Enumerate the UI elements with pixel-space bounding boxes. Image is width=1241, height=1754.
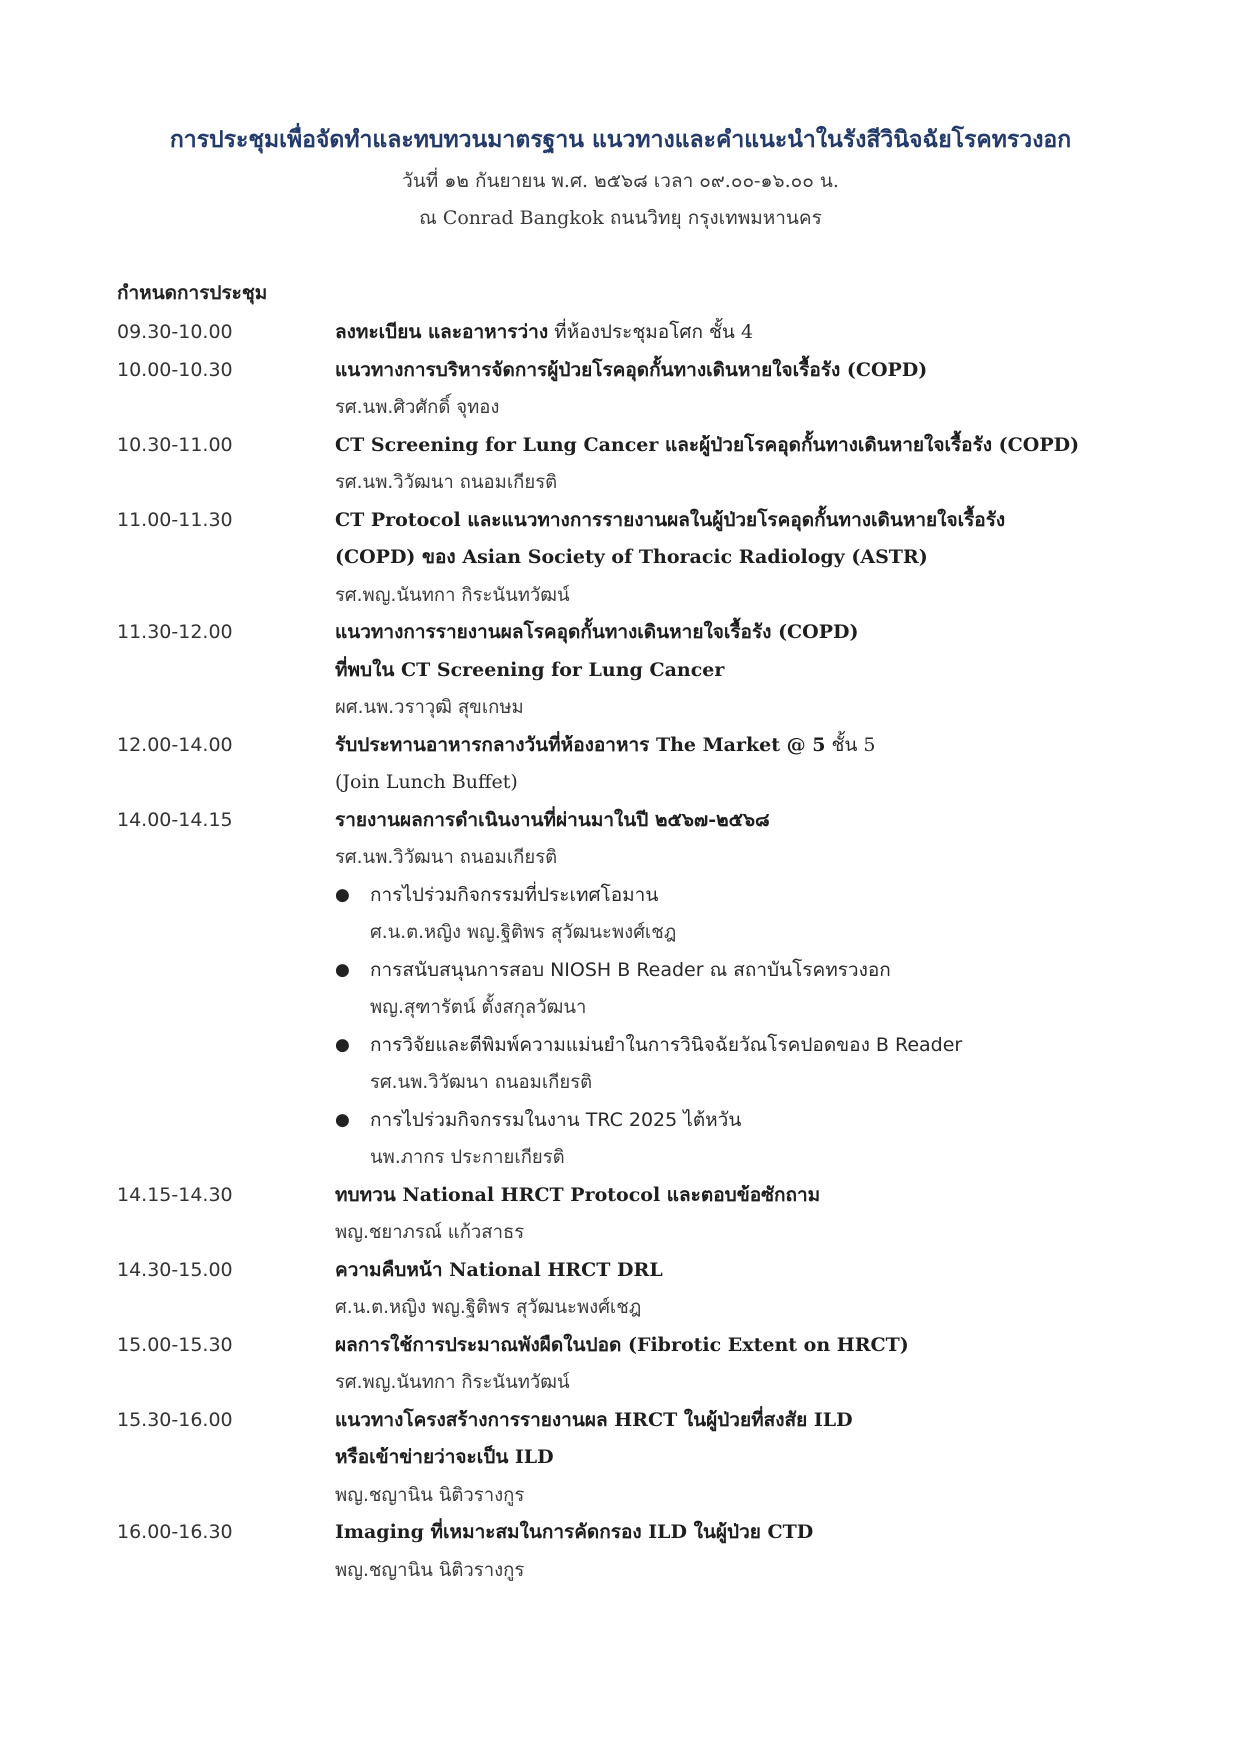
session-time: 14.15-14.30 xyxy=(117,1183,233,1206)
session-body xyxy=(335,1402,1137,1515)
schedule-row xyxy=(117,1252,1137,1327)
session-topic-line1: แนวทางการรายงานผลโรคอุดกั้นทางเดินหายใจเรื้อรัง (COPD) xyxy=(335,621,859,643)
session-topic-line2: ที่พบใน CT Screening for Lung Cancer xyxy=(335,658,725,681)
session-body xyxy=(335,1252,1137,1327)
session-topic: ความคืบหน้า National HRCT DRL xyxy=(335,1258,663,1281)
bullet-speaker: ศ.น.ต.หญิง พญ.ฐิติพร สุวัฒนะพงศ์เชฎ xyxy=(370,922,677,943)
session-body xyxy=(335,1327,1137,1402)
schedule-row xyxy=(117,1402,1137,1515)
session-speaker: รศ.นพ.วิวัฒนา ถนอมเกียรติ xyxy=(335,847,558,868)
session-note: (Join Lunch Buffet) xyxy=(335,771,518,793)
session-topic-line2: หรือเข้าข่ายว่าจะเป็น ILD xyxy=(335,1446,554,1468)
session-body xyxy=(335,727,1137,802)
schedule-table xyxy=(117,314,1137,1589)
session-body xyxy=(335,314,1137,352)
bullet-text: การสนับสนุนการสอบ NIOSH B Reader ณ สถาบันโรคทรวงอก xyxy=(370,958,891,981)
session-body xyxy=(335,502,1137,615)
session-time: 09.30-10.00 xyxy=(117,321,233,343)
session-body xyxy=(335,1177,1137,1252)
session-time: 16.00-16.30 xyxy=(117,1521,233,1543)
schedule-row xyxy=(117,1514,1137,1589)
session-topic xyxy=(335,314,1137,352)
bullet-dot-icon: ● xyxy=(335,884,350,905)
bullet-dot-icon: ● xyxy=(335,959,350,980)
topic-location-text: ชั้น 5 xyxy=(825,733,876,756)
session-speaker: ศ.น.ต.หญิง พญ.ฐิติพร สุวัฒนะพงศ์เชฎ xyxy=(335,1297,642,1318)
session-topic: แนวทางการบริหารจัดการผู้ป่วยโรคอุดกั้นทางเดินหายใจเรื้อรัง (COPD) xyxy=(335,358,928,381)
session-time: 14.30-15.00 xyxy=(117,1258,233,1281)
session-time: 12.00-14.00 xyxy=(117,733,233,756)
session-topic: ทบทวน National HRCT Protocol และตอบข้อซักถาม xyxy=(335,1183,821,1206)
schedule-row xyxy=(117,502,1137,615)
venue-line: ณ Conrad Bangkok ถนนวิทยุ กรุงเทพมหานคร xyxy=(419,207,822,229)
topic-bold-text: ลงทะเบียน และอาหารว่าง xyxy=(335,321,549,343)
session-speaker: พญ.ชยาภรณ์ แก้วสาธร xyxy=(335,1222,525,1243)
schedule-row xyxy=(117,427,1137,502)
session-speaker: รศ.นพ.วิวัฒนา ถนอมเกียรติ xyxy=(335,472,558,493)
session-time: 15.30-16.00 xyxy=(117,1408,233,1431)
schedule-row xyxy=(117,352,1137,427)
schedule-row xyxy=(117,614,1137,727)
bullet-text: การไปร่วมกิจกรรมในงาน TRC 2025 ไต้หวัน xyxy=(370,1108,742,1131)
topic-bold-text: รับประทานอาหารกลางวันที่ห้องอาหาร The Market @ 5 xyxy=(335,733,826,756)
session-body xyxy=(335,1514,1137,1589)
date-time-line: วันที่ ๑๒ กันยายน พ.ศ. ๒๕๖๘ เวลา ๐๙.๐๐-๑๖.๐๐ น. xyxy=(402,170,839,192)
session-speaker: รศ.นพ.ศิวศักดิ์ จุทอง xyxy=(335,397,500,418)
bullet-dot-icon: ● xyxy=(335,1034,350,1055)
session-topic-line1: CT Protocol และแนวทางการรายงานผลในผู้ป่วยโรคอุดกั้นทางเดินหายใจเรื้อรัง xyxy=(335,508,1006,531)
bullet-text: การไปร่วมกิจกรรมที่ประเทศโอมาน xyxy=(370,883,659,906)
session-topic-line2: (COPD) ของ Asian Society of Thoracic Radiology (ASTR) xyxy=(335,546,928,568)
bullet-item xyxy=(335,877,1137,952)
session-speaker: พญ.ชญานิน นิติวรางกูร xyxy=(335,1559,525,1581)
bullet-speaker: รศ.นพ.วิวัฒนา ถนอมเกียรติ xyxy=(370,1072,593,1093)
session-speaker: รศ.พญ.นันทกา กิระนันทวัฒน์ xyxy=(335,1372,570,1393)
session-topic: ผลการใช้การประมาณพังผืดในปอด (Fibrotic Extent on HRCT) xyxy=(335,1333,909,1356)
session-speaker: รศ.พญ.นันทกา กิระนันทวัฒน์ xyxy=(335,584,570,606)
session-time: 15.00-15.30 xyxy=(117,1333,233,1356)
session-body xyxy=(335,352,1137,427)
session-topic xyxy=(335,727,1137,765)
bullet-item xyxy=(335,1102,1137,1177)
session-body xyxy=(335,427,1137,502)
session-body xyxy=(335,802,1137,1177)
bullet-dot-icon: ● xyxy=(335,1109,350,1130)
topic-location-text: ที่ห้องประชุมอโศก ชั้น 4 xyxy=(548,321,754,343)
bullet-speaker: พญ.สุฑารัตน์ ตั้งสกุลวัฒนา xyxy=(370,997,587,1018)
schedule-row xyxy=(117,802,1137,1177)
session-body xyxy=(335,614,1137,727)
schedule-row xyxy=(117,727,1137,802)
bullet-item xyxy=(335,952,1137,1027)
session-time: 10.30-11.00 xyxy=(117,433,233,456)
bullet-text: การวิจัยและตีพิมพ์ความแม่นยำในการวินิจฉัยวัณโรคปอดของ B Reader xyxy=(370,1033,963,1056)
session-topic: Imaging ที่เหมาะสมในการคัดกรอง ILD ในผู้ป่วย CTD xyxy=(335,1521,814,1543)
schedule-row xyxy=(117,314,1137,352)
session-topic: รายงานผลการดำเนินงานที่ผ่านมาในปี ๒๕๖๗-๒๕๖๘ xyxy=(335,808,770,831)
bullet-item xyxy=(335,1027,1137,1102)
schedule-row xyxy=(117,1327,1137,1402)
document-title: การประชุมเพื่อจัดทำและทบทวนมาตรฐาน แนวทางและคำแนะนำในรังสีวินิจฉัยโรคทรวงอก xyxy=(169,127,1072,153)
session-time: 11.30-12.00 xyxy=(117,621,233,643)
session-time: 11.00-11.30 xyxy=(117,508,233,531)
session-speaker: ผศ.นพ.วราวุฒิ สุขเกษม xyxy=(335,697,524,718)
session-time: 10.00-10.30 xyxy=(117,358,233,381)
session-topic: CT Screening for Lung Cancer และผู้ป่วยโรคอุดกั้นทางเดินหายใจเรื้อรัง (COPD) xyxy=(335,433,1080,456)
schedule-row xyxy=(117,1177,1137,1252)
bullet-speaker: นพ.ภากร ประกายเกียรติ xyxy=(370,1147,565,1168)
session-topic-line1: แนวทางโครงสร้างการรายงานผล HRCT ในผู้ป่วยที่สงสัย ILD xyxy=(335,1408,853,1431)
section-heading: กำหนดการประชุม xyxy=(117,282,268,304)
session-time: 14.00-14.15 xyxy=(117,808,233,831)
session-speaker: พญ.ชญานิน นิติวรางกูร xyxy=(335,1484,525,1506)
